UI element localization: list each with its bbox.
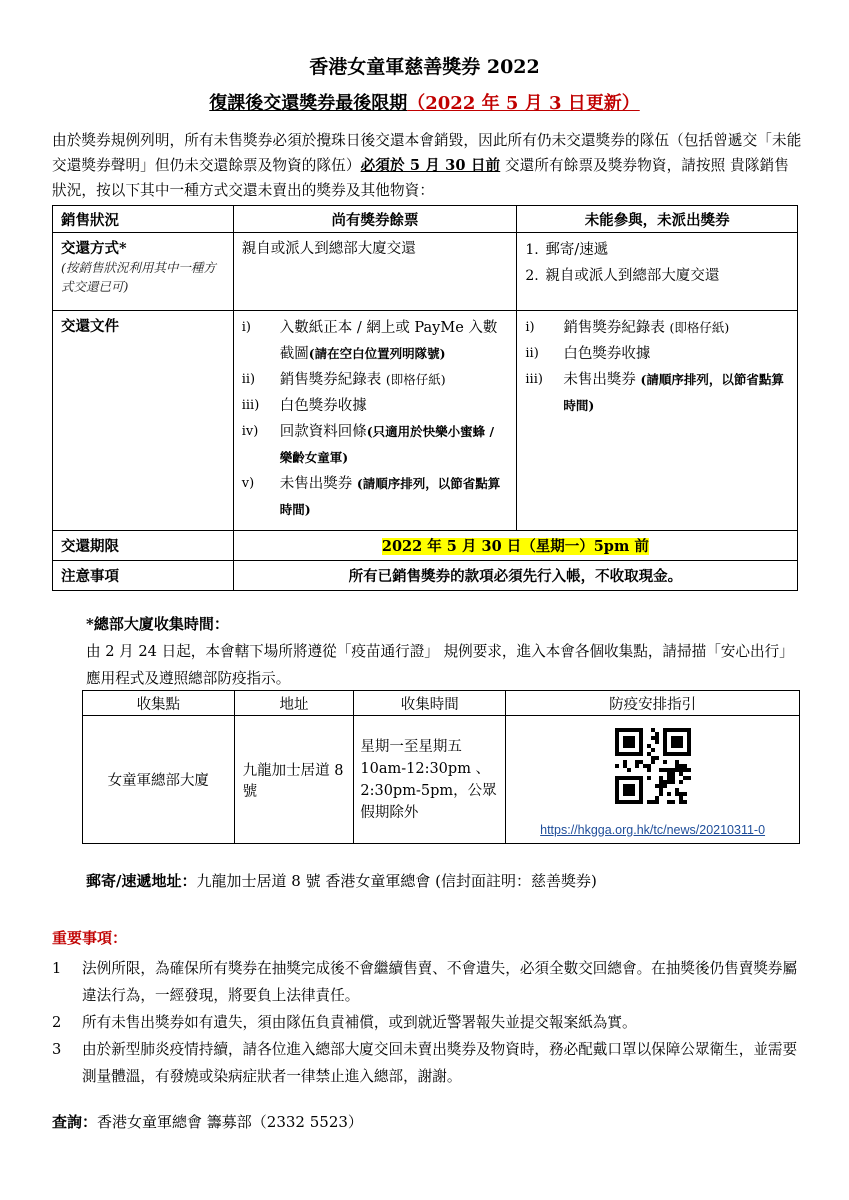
list-item: iv) 回款資料回條(只適用於快樂小蜜蜂 / 樂齡女童軍) [241, 424, 495, 465]
header-no-tickets: 未能參與，未派出獎券 [517, 206, 798, 233]
table-header-row [53, 206, 798, 233]
intro-deadline: 必須於 5 月 30 日前 [360, 157, 501, 174]
table-row-documents [53, 311, 798, 531]
header-point: 收集點 [83, 691, 235, 716]
intro-part2: 交還所有餘票及獎券物資，請按照 貴隊銷售狀況，按以下其中一種方式交還未賣出的獎券及其他物資： [52, 157, 789, 199]
collection-table [82, 690, 800, 844]
docs-label: 交還文件 [53, 311, 234, 531]
list-item: 1. 郵寄/速遞 [525, 242, 609, 258]
document-title: 香港女童軍慈善獎券 2022 [309, 56, 540, 78]
guideline-link[interactable]: https://hkgga.org.hk/tc/news/20210311-0 [540, 823, 766, 837]
deadline-value: 2022 年 5 月 30 日（星期一）5pm 前 [381, 538, 649, 555]
docs-have-cell [233, 311, 517, 531]
important-item-1: 1 法例所限，為確保所有獎券在抽獎完成後不會繼續售賣、不會遺失，必須全數交回總會。在抽獎後仍售賣獎券屬違法行為，一經發現，將要負上法律責任。 [52, 960, 798, 1004]
header-guideline: 防疫安排指引 [506, 691, 800, 716]
collection-address: 九龍加士居道 8 號 [234, 716, 354, 844]
list-item: v) 未售出獎券 (請順序排列，以節省點算時間) [241, 476, 501, 517]
intro-paragraph [52, 128, 802, 203]
docs-none-cell [517, 311, 798, 531]
header-have-tickets: 尚有獎券餘票 [233, 206, 517, 233]
table-row-deadline [53, 531, 798, 561]
collection-row [83, 716, 800, 844]
document-subtitle [0, 89, 849, 115]
notes-label: 注意事項 [53, 561, 234, 591]
mail-text: 九龍加士居道 8 號 香港女童軍總會 (信封面註明：慈善獎券) [196, 872, 597, 890]
notes-value: 所有已銷售獎券的款項必須先行入帳，不收取現金。 [233, 561, 797, 591]
qr-code-icon[interactable] [615, 728, 691, 804]
inquiry [52, 1111, 363, 1132]
header-address: 地址 [234, 691, 354, 716]
docs-none-list [517, 311, 797, 423]
collection-header-row [83, 691, 800, 716]
collection-heading: *總部大廈收集時間： [86, 615, 229, 633]
intro-part1: 由於獎券規例列明，所有未售獎券必須於攪珠日後交還本會銷毀，因此所有仍未交還獎券的隊伍（包括曾遞交「未能交還獎券聲明」但仍未交還餘票及物資的隊伍） [52, 132, 802, 174]
list-item: ii) 銷售獎券紀錄表 (即格仔紙) [241, 372, 446, 388]
docs-have-list [234, 311, 517, 527]
inquiry-text: 香港女童軍總會 籌募部（2332 5523） [97, 1113, 363, 1131]
deadline-cell [233, 531, 797, 561]
list-item: i) 入數紙正本 / 網上或 PayMe 入數截圖(請在空白位置列明隊號) [241, 320, 498, 362]
list-item: iii) 白色獎券收據 [241, 398, 367, 414]
return-methods-table [52, 205, 798, 591]
important-item-3: 3 由於新型肺炎疫情持續，請各位進入總部大廈交回未賣出獎券及物資時，務必配戴口罩以保障公眾衛生，並需要測量體溫，有發燒或染病症狀者一律禁止進入總部，謝謝。 [52, 1041, 798, 1085]
important-item-2: 2 所有未售出獎券如有遺失，須由隊伍負責補償，或到就近警署報失並提交報案紙為實。 [52, 1014, 637, 1031]
collection-point: 女童軍總部大廈 [83, 716, 235, 844]
header-sales-status: 銷售狀況 [53, 206, 234, 233]
method-none-list [517, 233, 797, 293]
collection-time: 星期一至星期五 10am-12:30pm 、 2:30pm-5pm，公眾 假期除外 [354, 716, 506, 844]
inquiry-label: 查詢： [52, 1113, 98, 1131]
list-item: 2. 親自或派人到總部大廈交還 [525, 268, 720, 284]
method-label-cell [53, 233, 234, 311]
header-time: 收集時間 [354, 691, 506, 716]
list-item: i) 銷售獎券紀錄表 (即格仔紙) [525, 320, 730, 336]
method-have-cell: 親自或派人到總部大廈交還 [233, 233, 517, 311]
list-item: ii) 白色獎券收據 [525, 346, 651, 362]
table-row-notes [53, 561, 798, 591]
list-item: iii) 未售出獎券 (請順序排列，以節省點算時間) [525, 372, 784, 413]
collection-paragraph: 由 2 月 24 日起，本會轄下場所將遵從「疫苗通行證」 規例要求，進入本會各個收集點，請掃描「安心出行」應用程式及遵照總部防疫指示。 [86, 643, 794, 687]
method-none-cell [517, 233, 798, 311]
table-row-method [53, 233, 798, 311]
subtitle-update: （2022 年 5 月 3 日更新） [407, 93, 640, 114]
deadline-label: 交還期限 [53, 531, 234, 561]
mail-address [86, 870, 597, 891]
mail-label: 郵寄/速遞地址： [86, 872, 197, 890]
important-heading: 重要事項： [52, 929, 128, 947]
method-note: (按銷售狀況利用其中一種方式交還已可) [61, 260, 216, 294]
guideline-cell [506, 716, 800, 844]
method-label: 交還方式* [61, 240, 127, 257]
subtitle-text: 復課後交還獎券最後限期 [209, 93, 408, 114]
